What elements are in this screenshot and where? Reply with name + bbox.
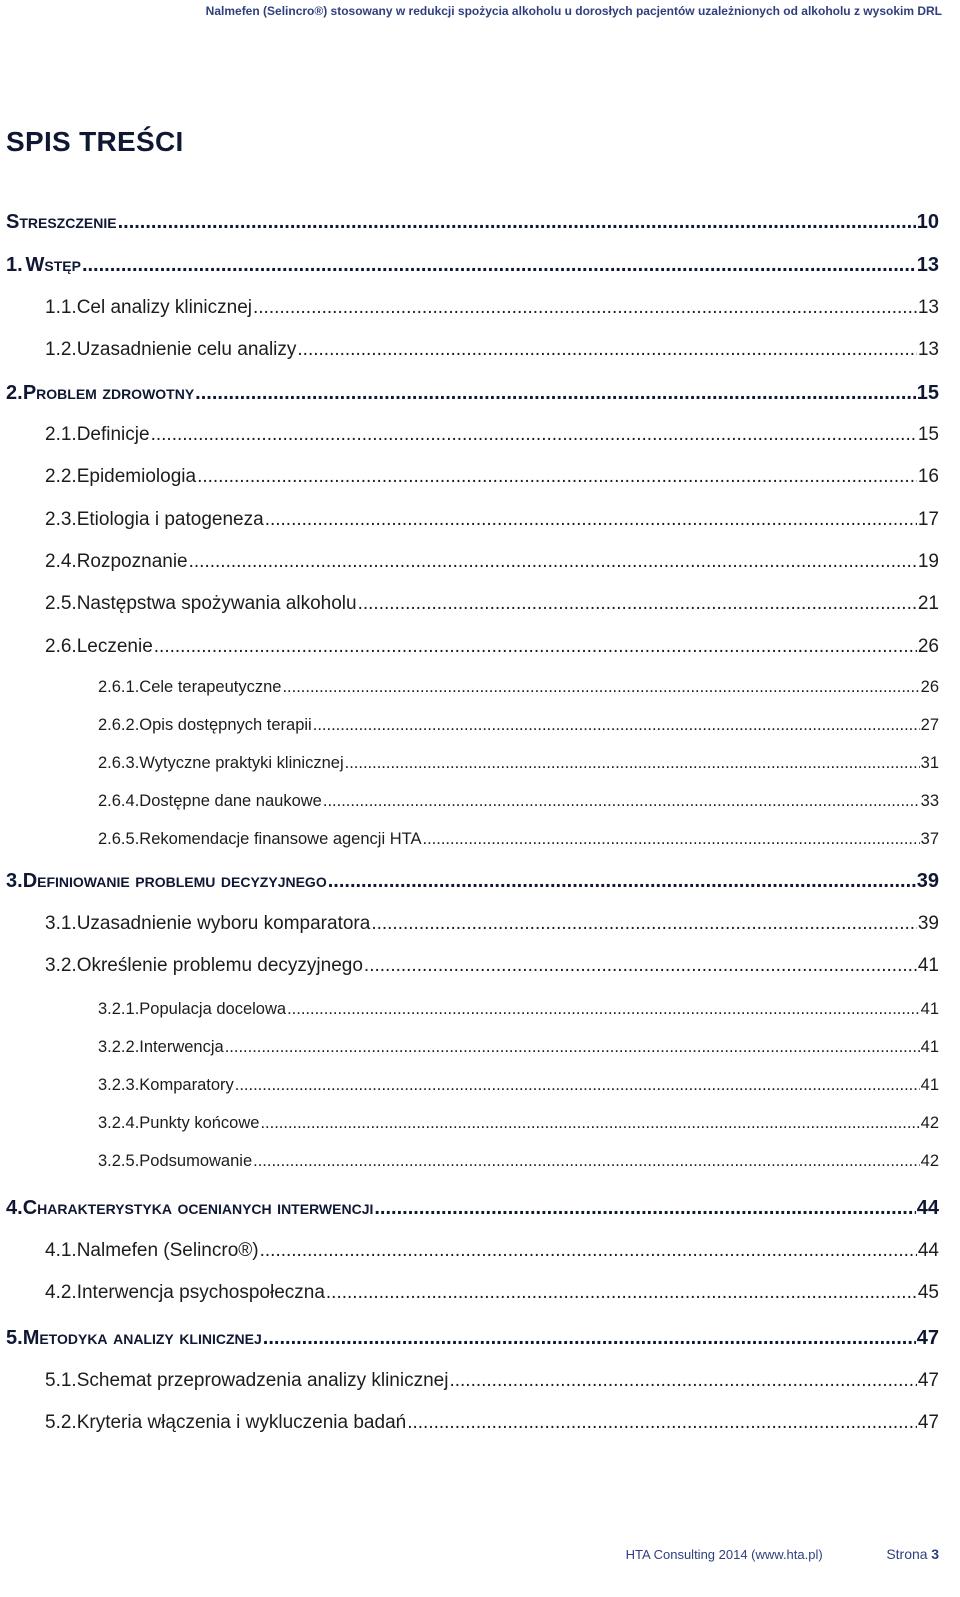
toc-entry-page: 42 <box>920 1152 939 1170</box>
toc-entry[interactable] <box>45 593 939 623</box>
toc-entry[interactable] <box>45 636 939 666</box>
toc-leader-dots <box>407 1412 917 1434</box>
toc-entry-page: 47 <box>916 1327 939 1349</box>
toc-entry[interactable] <box>45 509 939 539</box>
running-header: Nalmefen (Selincro®) stosowany w redukcji spożycia alkoholu u dorosłych pacjentów uzależnionych od alkoholu z wysokim DRL <box>205 4 942 18</box>
toc-entry[interactable] <box>45 1282 939 1312</box>
toc-entry-page: 41 <box>920 1076 939 1094</box>
toc-leader-dots <box>260 1114 919 1133</box>
toc-entry-number: 5. <box>6 1327 23 1349</box>
toc-entry-page: 41 <box>920 1038 939 1056</box>
toc-leader-dots <box>422 830 919 849</box>
toc-entry-label: Charakterystyka ocenianych interwencji <box>22 1197 374 1219</box>
toc-entry-label: Uzasadnienie celu analizy <box>76 339 297 360</box>
toc-entry-label: Epidemiologia <box>76 466 197 487</box>
toc-entry-page: 13 <box>917 297 939 318</box>
toc-entry-number: 3.2.3. <box>98 1076 140 1094</box>
toc-entry-number: 5.1. <box>45 1370 77 1391</box>
toc-entry-page: 13 <box>917 339 939 360</box>
page-footer <box>626 1546 939 1562</box>
toc-entry[interactable] <box>45 339 939 369</box>
toc-entry-page: 45 <box>917 1282 939 1303</box>
toc-entry-label: Komparatory <box>139 1076 234 1094</box>
toc-entry-page: 44 <box>916 1197 939 1219</box>
toc-entry-page: 44 <box>917 1240 939 1261</box>
toc-entry-number: 3. <box>6 870 23 892</box>
toc-entry-number: 2.6.2. <box>98 716 140 734</box>
toc-entry-label: Uzasadnienie wyboru komparatora <box>76 913 371 934</box>
toc-entry-label: Rozpoznanie <box>76 551 188 572</box>
toc-entry-page: 47 <box>917 1412 939 1433</box>
toc-leader-dots <box>371 913 917 935</box>
toc-entry[interactable] <box>98 1114 939 1144</box>
toc-entry[interactable] <box>45 1412 939 1442</box>
toc-entry-number: 5.2. <box>45 1412 77 1433</box>
toc-entry-page: 42 <box>920 1114 939 1132</box>
toc-entry[interactable] <box>98 716 939 746</box>
toc-entry-number: 2.6. <box>45 636 77 657</box>
toc-entry-page: 10 <box>916 211 939 233</box>
toc-entry[interactable] <box>45 1240 939 1270</box>
toc-entry-label: Cele terapeutyczne <box>139 678 282 696</box>
toc-entry-number: 2.6.5. <box>98 830 140 848</box>
toc-entry[interactable] <box>98 678 939 708</box>
toc-leader-dots <box>297 339 916 361</box>
toc-leader-dots <box>189 551 917 573</box>
toc-entry-page: 13 <box>916 254 939 276</box>
toc-entry[interactable] <box>98 1076 939 1106</box>
toc-entry-label: Kryteria włączenia i wykluczenia badań <box>76 1412 407 1433</box>
toc-entry-page: 15 <box>916 382 939 404</box>
toc-entry-label: Interwencja psychospołeczna <box>76 1282 325 1303</box>
toc-entry-label: Problem zdrowotny <box>22 382 195 404</box>
toc-entry-number: 3.2.1. <box>98 1000 140 1018</box>
toc-entry[interactable] <box>6 254 939 284</box>
toc-entry-page: 41 <box>920 1000 939 1018</box>
toc-leader-dots <box>253 1152 920 1171</box>
toc-entry[interactable] <box>45 1370 939 1400</box>
toc-entry-label: Definicje <box>76 424 150 445</box>
toc-entry-number: 2.2. <box>45 466 77 487</box>
toc-entry-page: 16 <box>917 466 939 487</box>
toc-entry-label: Wstęp <box>25 254 81 276</box>
toc-entry-label: Podsumowanie <box>139 1152 253 1170</box>
toc-leader-dots <box>358 593 917 615</box>
toc-entry[interactable] <box>98 1152 939 1182</box>
toc-entry[interactable] <box>45 913 939 943</box>
toc-leader-dots <box>82 254 916 277</box>
toc-entry-number: 4.2. <box>45 1282 77 1303</box>
toc-leader-dots <box>449 1370 916 1392</box>
toc-entry-number: 3.1. <box>45 913 77 934</box>
toc-leader-dots <box>154 636 917 658</box>
toc-entry-number: 1.2. <box>45 339 77 360</box>
footer-organization: HTA Consulting 2014 (www.hta.pl) <box>625 1547 823 1562</box>
toc-entry-number: 2.1. <box>45 424 77 445</box>
toc-entry[interactable] <box>6 870 939 900</box>
toc-entry-number: 3.2.2. <box>98 1038 140 1056</box>
toc-entry-label: Leczenie <box>76 636 153 657</box>
toc-entry[interactable] <box>6 1197 939 1227</box>
toc-entry[interactable] <box>45 424 939 454</box>
toc-entry-label: Następstwa spożywania alkoholu <box>76 593 357 614</box>
toc-entry-label: Streszczenie <box>6 211 117 233</box>
toc-entry-number: 1. <box>6 254 23 276</box>
toc-entry-number: 2.5. <box>45 593 77 614</box>
toc-leader-dots <box>197 466 917 488</box>
toc-entry-page: 15 <box>917 424 939 445</box>
toc-entry-label: Opis dostępnych terapii <box>139 716 312 734</box>
toc-entry-label: Rekomendacje finansowe agencji HTA <box>139 830 422 848</box>
toc-leader-dots <box>287 1000 920 1019</box>
toc-entry-number: 2.6.3. <box>98 754 140 772</box>
toc-entry[interactable] <box>98 754 939 784</box>
toc-entry-label: Definiowanie problemu decyzyjnego <box>22 870 327 892</box>
toc-entry[interactable] <box>6 382 939 412</box>
toc-entry-number: 2.6.4. <box>98 792 140 810</box>
toc-entry-page: 31 <box>920 754 939 772</box>
toc-entry-label: Wytyczne praktyki klinicznej <box>139 754 344 772</box>
toc-entry-number: 4. <box>6 1197 23 1219</box>
toc-leader-dots <box>253 297 917 319</box>
toc-entry[interactable] <box>6 211 939 241</box>
toc-entry-page: 33 <box>920 792 939 810</box>
toc-entry-number: 3.2.5. <box>98 1152 140 1170</box>
toc-entry[interactable] <box>45 466 939 496</box>
toc-entry-number: 1.1. <box>45 297 77 318</box>
toc-leader-dots <box>151 424 917 446</box>
toc-entry-page: 17 <box>917 509 939 530</box>
toc-entry-page: 39 <box>917 913 939 934</box>
toc-entry[interactable] <box>45 955 939 985</box>
toc-leader-dots <box>328 870 916 893</box>
toc-entry-number: 2.4. <box>45 551 77 572</box>
toc-leader-dots <box>195 382 916 405</box>
toc-entry[interactable] <box>45 551 939 581</box>
toc-entry[interactable] <box>98 792 939 822</box>
toc-entry-number: 3.2.4. <box>98 1114 140 1132</box>
toc-leader-dots <box>260 1240 917 1262</box>
toc-entry[interactable] <box>45 297 939 327</box>
toc-entry-number: 4.1. <box>45 1240 77 1261</box>
toc-leader-dots <box>326 1282 917 1304</box>
footer-page-label: Strona <box>886 1546 928 1562</box>
toc-entry-label: Punkty końcowe <box>139 1114 260 1132</box>
toc-entry-number: 2.3. <box>45 509 77 530</box>
page-title: SPIS TREŚCI <box>6 126 184 157</box>
toc-entry[interactable] <box>98 1000 939 1030</box>
toc-leader-dots <box>265 509 917 531</box>
toc-entry-label: Schemat przeprowadzenia analizy klinicznej <box>76 1370 449 1391</box>
toc-leader-dots <box>323 792 920 811</box>
toc-entry[interactable] <box>98 1038 939 1068</box>
toc-entry-page: 21 <box>917 593 939 614</box>
toc-entry-page: 47 <box>917 1370 939 1391</box>
toc-entry-number: 2. <box>6 382 23 404</box>
toc-entry-number: 2.6.1. <box>98 678 140 696</box>
toc-leader-dots <box>235 1076 920 1095</box>
toc-entry-label: Nalmefen (Selincro®) <box>76 1240 259 1261</box>
toc-leader-dots <box>118 211 916 234</box>
toc-entry-label: Populacja docelowa <box>139 1000 287 1018</box>
toc-leader-dots <box>282 678 919 697</box>
toc-entry-label: Metodyka analizy klinicznej <box>22 1327 262 1349</box>
toc-entry-label: Etiologia i patogeneza <box>76 509 264 530</box>
toc-entry-page: 39 <box>916 870 939 892</box>
toc-leader-dots <box>263 1327 916 1350</box>
toc-leader-dots <box>345 754 920 773</box>
toc-entry-label: Określenie problemu decyzyjnego <box>76 955 363 976</box>
toc-leader-dots <box>374 1197 915 1220</box>
toc-entry[interactable] <box>98 830 939 860</box>
toc-entry-page: 37 <box>920 830 939 848</box>
toc-entry-label: Cel analizy klinicznej <box>76 297 252 318</box>
toc-entry-label: Interwencja <box>139 1038 224 1056</box>
toc-leader-dots <box>313 716 920 735</box>
toc-entry-page: 27 <box>920 716 939 734</box>
toc-leader-dots <box>364 955 917 977</box>
footer-page-number: 3 <box>931 1546 939 1562</box>
toc-entry-label: Dostępne dane naukowe <box>139 792 322 810</box>
toc-leader-dots <box>225 1038 920 1057</box>
toc-entry-page: 26 <box>917 636 939 657</box>
toc-entry-page: 41 <box>917 955 939 976</box>
toc-entry-page: 26 <box>920 678 939 696</box>
toc-entry[interactable] <box>6 1327 939 1357</box>
toc-entry-number: 3.2. <box>45 955 77 976</box>
toc-entry-page: 19 <box>917 551 939 572</box>
